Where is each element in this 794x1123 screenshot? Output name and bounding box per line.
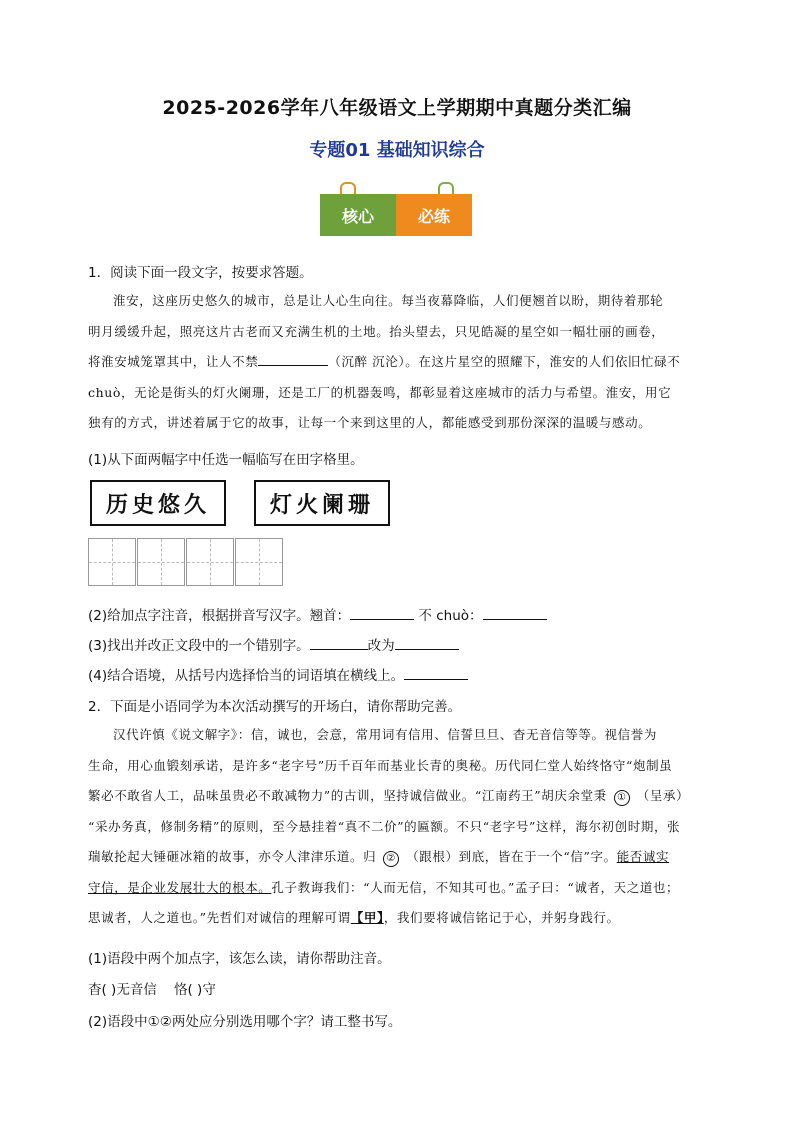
passage-line: （沉醉 沉沦）。在这片星空的照耀下，淮安的人们依旧忙碌不 [328, 354, 681, 369]
question-2-sub-1: (1)语段中两个加点字，该怎么读，请你帮助注音。 [88, 951, 391, 967]
question-2-stem: 2．下面是小语同学为本次活动撰写的开场白，请你帮助完善。 [88, 699, 462, 715]
question-1-passage [88, 286, 708, 439]
passage-line: （呈承） [636, 788, 690, 803]
passage-line: chuò，无论是街头的灯火阑珊，还是工厂的机器轰鸣，都彰显着这座城市的活力与希望。淮安，用它 [88, 384, 672, 400]
tianzige-grid[interactable] [88, 538, 284, 588]
underlined-sentence: 能否诚实 [616, 849, 670, 864]
passage-line: 生命，用心血锻刻承诺，是许多“老字号”历千百年而基业长青的奥秘。历代同仁堂人始终恪守“炮制虽 [88, 757, 673, 773]
passage-line: 汉代许慎《说文解字》：信，诚也，会意，常用词有信用、信誓旦旦、杳无音信等等。视信誉为 [113, 727, 657, 742]
badge-core: 核心 [320, 194, 396, 236]
sub-4-label: (4)结合语境，从括号内选择恰当的词语填在横线上。 [88, 668, 405, 684]
passage-line: 繁必不敢省人工，品味虽贵必不敢减物力”的古训，坚持诚信做业。“江南药王”胡庆余堂秉 [88, 788, 607, 803]
passage-line: ，我们要将诚信铭记于心，并躬身践行。 [383, 910, 620, 925]
passage-line: 瑞敏抡起大锤砸冰箱的故事，亦令人津津乐道。归 [88, 849, 377, 864]
sub-2-label-b: 不 chuò： [418, 608, 483, 624]
answer-blank[interactable] [258, 351, 328, 366]
answer-blank[interactable] [483, 605, 547, 620]
question-2-sub-2: (2)语段中①②两处应分别选用哪个字？请工整书写。 [88, 1014, 402, 1030]
question-1-sub-4 [88, 664, 468, 684]
marker-1: ① [614, 790, 630, 806]
marker-2: ② [383, 851, 399, 867]
passage-line: （跟根）到底，皆在于一个“信”字。 [406, 849, 617, 864]
blank-1[interactable] [607, 781, 637, 812]
calligraphy-sample-1: 历史悠久 [90, 480, 226, 526]
question-1-sub-1: (1)从下面两幅字中任选一幅临写在田字格里。 [88, 452, 364, 468]
answer-yao[interactable]: 杳( )无音信 [88, 982, 157, 998]
answer-blank[interactable] [404, 665, 468, 680]
core-practice-badge [320, 182, 472, 238]
sub-3-label: (3)找出并改正文段中的一个错别字。 [88, 638, 310, 654]
answer-blank[interactable] [350, 605, 414, 620]
question-1-sub-2 [88, 604, 547, 624]
passage-line: “采办务真，修制务精”的原则，至今悬挂着“真不二价”的匾额。不只“老字号”这样，海尔初创时期，张 [88, 818, 681, 834]
grid-cell[interactable] [186, 538, 234, 586]
question-1-stem: 1．阅读下面一段文字，按要求答题。 [88, 265, 313, 281]
calligraphy-sample-2: 灯火阑珊 [254, 480, 390, 526]
grid-cell[interactable] [137, 538, 185, 586]
passage-line: 孔子教诲我们：“人而无信，不知其可也。”孟子曰：“诚者，天之道也； [271, 879, 680, 895]
passage-line: 思诚者，人之道也。”先哲们对诚信的理解可谓 [88, 910, 351, 925]
sub-2-label: (2)给加点字注音，根据拼音写汉字。翘首： [88, 608, 351, 624]
underlined-sentence: 守信，是企业发展壮大的根本。 [88, 879, 272, 895]
question-2-passage [88, 720, 708, 934]
blank-jia[interactable]: 【甲】 [350, 910, 384, 925]
answer-blank[interactable] [395, 635, 459, 650]
grid-cell[interactable] [88, 538, 136, 586]
passage-line: 独有的方式，讲述着属于它的故事，让每一个来到这里的人，都能感受到那份深深的温暖与感动。 [88, 415, 652, 430]
question-1-sub-3 [88, 634, 459, 654]
question-2-sub-1-answers [88, 978, 216, 998]
blank-2[interactable] [376, 842, 406, 873]
page-subtitle: 专题01 基础知识综合 [309, 140, 485, 161]
passage-line: 将淮安城笼罩其中，让人不禁 [88, 354, 259, 369]
page-title: 2025-2026学年八年级语文上学期期中真题分类汇编 [162, 97, 632, 119]
answer-blank[interactable] [310, 635, 368, 650]
badge-practice: 必练 [396, 194, 472, 236]
passage-line: 淮安，这座历史悠久的城市，总是让人心生向往。每当夜幕降临，人们便翘首以盼，期待着那轮 [113, 293, 664, 308]
grid-cell[interactable] [235, 538, 283, 586]
sub-3-label-b: 改为 [367, 638, 395, 654]
answer-ke[interactable]: 恪( )守 [174, 982, 216, 998]
passage-line: 明月缓缓升起，照亮这片古老而又充满生机的土地。抬头望去，只见皓凝的星空如一幅壮丽的画卷， [88, 323, 665, 339]
